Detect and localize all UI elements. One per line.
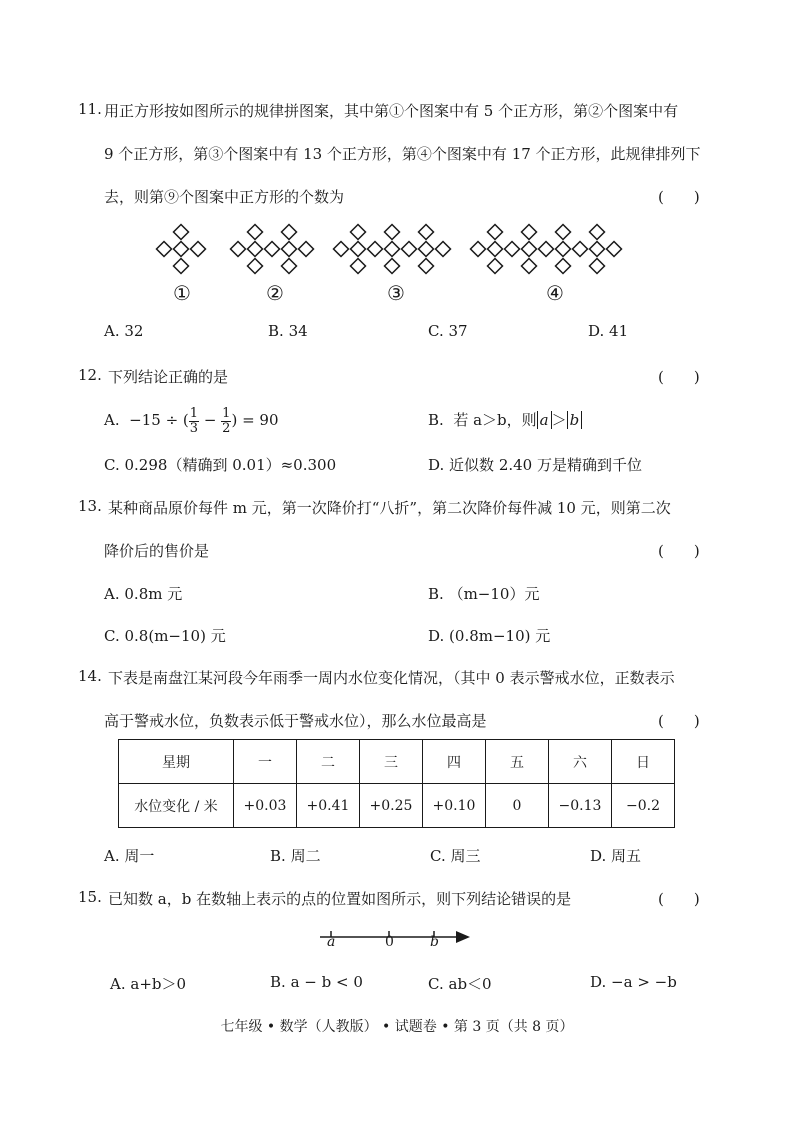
fraction-one-half bbox=[221, 407, 231, 436]
square-shape bbox=[248, 225, 263, 240]
square-shape bbox=[351, 259, 366, 274]
square-shape bbox=[419, 259, 434, 274]
square-shape bbox=[539, 242, 554, 257]
q13-answer-paren: ( ) bbox=[658, 542, 700, 560]
option-letter: D. bbox=[590, 973, 607, 991]
square-shape bbox=[488, 225, 503, 240]
q11-figure-label-1: ① bbox=[173, 281, 191, 305]
fraction-denominator: 2 bbox=[222, 420, 231, 436]
square-shape bbox=[157, 242, 172, 257]
option-letter: C. bbox=[428, 975, 444, 993]
fraction-numerator: 1 bbox=[222, 405, 231, 421]
option-text: −a > −b bbox=[611, 973, 677, 991]
option-letter: A. bbox=[104, 847, 120, 865]
square-shape bbox=[488, 242, 503, 257]
q11-answer-paren: ( ) bbox=[658, 188, 700, 206]
expression-prefix: −15 ÷ ( bbox=[129, 411, 189, 429]
option-text: （m−10）元 bbox=[448, 585, 540, 603]
q14-stem-line2: 高于警戒水位，负数表示低于警戒水位），那么水位最高是 bbox=[104, 712, 487, 730]
q13-stem-line2: 降价后的售价是 bbox=[104, 542, 210, 560]
table-cell: −0.13 bbox=[549, 784, 612, 828]
square-shape bbox=[334, 242, 349, 257]
square-shape bbox=[282, 259, 297, 274]
q13-option-c[interactable] bbox=[104, 625, 226, 646]
expression-suffix: ) = 90 bbox=[231, 411, 279, 429]
option-letter: D. bbox=[428, 456, 445, 474]
q14-answer-paren: ( ) bbox=[658, 712, 700, 730]
minus-sign: − bbox=[199, 411, 222, 429]
option-letter: C. bbox=[104, 627, 120, 645]
table-header-cell: 五 bbox=[486, 740, 549, 784]
option-text: 0.8(m−10) 元 bbox=[124, 627, 226, 645]
option-letter: B. bbox=[270, 847, 286, 865]
table-cell: +0.03 bbox=[234, 784, 297, 828]
option-letter: B. bbox=[428, 411, 444, 429]
square-shape bbox=[385, 259, 400, 274]
option-text: a+b＞0 bbox=[130, 975, 187, 993]
q13-option-d[interactable] bbox=[428, 625, 550, 646]
page-footer: 七年级 • 数学（人教版） • 试题卷 • 第 3 页（共 8 页） bbox=[220, 1019, 574, 1035]
q11-stem-line1: 用正方形按如图所示的规律拼图案，其中第①个图案中有 5 个正方形，第②个图案中有 bbox=[104, 102, 679, 120]
square-shape bbox=[282, 225, 297, 240]
square-shape bbox=[573, 242, 588, 257]
table-header-cell: 日 bbox=[612, 740, 675, 784]
square-shape bbox=[265, 242, 280, 257]
table-cell: 水位变化 / 米 bbox=[119, 784, 234, 828]
q11-figure-label-3: ③ bbox=[387, 281, 405, 305]
option-letter: D. bbox=[590, 847, 607, 865]
square-shape bbox=[191, 242, 206, 257]
q11-number: 11. bbox=[78, 100, 102, 118]
option-letter: A. bbox=[104, 585, 120, 603]
option-text: 近似数 2.40 万是精确到千位 bbox=[449, 456, 642, 474]
arrow-right-icon bbox=[456, 931, 470, 943]
table-cell: 0 bbox=[486, 784, 549, 828]
q13-stem-line1: 某种商品原价每件 m 元，第一次降价打“八折”，第二次降价每件减 10 元，则第二次 bbox=[108, 499, 671, 517]
option-letter: A. bbox=[104, 411, 120, 429]
axis-label-b: b bbox=[430, 934, 439, 950]
square-shape bbox=[174, 225, 189, 240]
option-letter: A. bbox=[110, 975, 126, 993]
option-text: 0.298（精确到 0.01）≈0.300 bbox=[124, 456, 337, 474]
square-shape bbox=[419, 242, 434, 257]
q13-option-b[interactable] bbox=[428, 583, 539, 604]
q12-stem: 下列结论正确的是 bbox=[108, 368, 229, 386]
q12-option-b[interactable] bbox=[428, 409, 582, 430]
square-shape bbox=[248, 259, 263, 274]
option-letter: B. bbox=[270, 973, 286, 991]
q14-option-d[interactable] bbox=[590, 845, 641, 866]
square-shape bbox=[556, 225, 571, 240]
option-letter: A. bbox=[104, 322, 120, 340]
table-header-cell: 四 bbox=[423, 740, 486, 784]
square-shape bbox=[488, 259, 503, 274]
q12-option-c[interactable] bbox=[104, 454, 336, 475]
table-header-cell: 二 bbox=[297, 740, 360, 784]
table-header-row bbox=[119, 740, 675, 784]
q11-option-a[interactable] bbox=[104, 322, 143, 340]
option-letter: B. bbox=[428, 585, 444, 603]
option-letter: C. bbox=[430, 847, 446, 865]
q11-option-b[interactable] bbox=[268, 322, 308, 340]
greater-than-sign: ＞ bbox=[551, 411, 567, 429]
option-text: 0.8m 元 bbox=[124, 585, 183, 603]
square-shape bbox=[385, 242, 400, 257]
square-shape bbox=[590, 259, 605, 274]
q14-option-c[interactable] bbox=[430, 845, 481, 866]
square-shape bbox=[299, 242, 314, 257]
q13-number: 13. bbox=[78, 497, 102, 515]
option-letter: C. bbox=[104, 456, 120, 474]
option-text: a − b < 0 bbox=[290, 973, 363, 991]
option-letter: D. bbox=[428, 627, 445, 645]
q12-number: 12. bbox=[78, 366, 102, 384]
q12-option-a[interactable] bbox=[104, 404, 279, 436]
square-shape bbox=[351, 225, 366, 240]
table-row bbox=[119, 784, 675, 828]
option-text: 34 bbox=[288, 322, 308, 340]
q15-answer-paren: ( ) bbox=[658, 890, 700, 908]
q13-option-a[interactable] bbox=[104, 583, 182, 604]
q15-option-c[interactable] bbox=[428, 973, 492, 994]
q14-option-a[interactable] bbox=[104, 845, 154, 866]
q12-answer-paren: ( ) bbox=[658, 368, 700, 386]
square-shape bbox=[248, 242, 263, 257]
axis-label-zero: 0 bbox=[385, 934, 394, 950]
option-letter: C. bbox=[428, 322, 444, 340]
q15-option-b[interactable] bbox=[270, 973, 363, 991]
option-text: 周三 bbox=[450, 847, 481, 865]
square-shape bbox=[522, 242, 537, 257]
table-header-cell: 一 bbox=[234, 740, 297, 784]
square-shape bbox=[607, 242, 622, 257]
square-shape bbox=[174, 259, 189, 274]
square-shape bbox=[231, 242, 246, 257]
square-shape bbox=[174, 242, 189, 257]
fraction-one-third bbox=[189, 407, 199, 436]
option-text: 周一 bbox=[124, 847, 155, 865]
option-text: 41 bbox=[609, 322, 629, 340]
table-cell: +0.41 bbox=[297, 784, 360, 828]
q15-stem: 已知数 a，b 在数轴上表示的点的位置如图所示，则下列结论错误的是 bbox=[108, 890, 572, 908]
table-cell: −0.2 bbox=[612, 784, 675, 828]
water-level-table bbox=[118, 739, 675, 828]
q12-option-d[interactable] bbox=[428, 454, 642, 475]
q11-figure-label-4: ④ bbox=[546, 281, 564, 305]
q15-number: 15. bbox=[78, 888, 102, 906]
fraction-denominator: 3 bbox=[189, 420, 199, 436]
table-header-cell: 星期 bbox=[119, 740, 234, 784]
table-header-cell: 六 bbox=[549, 740, 612, 784]
option-text: ab＜0 bbox=[448, 975, 492, 993]
square-shape bbox=[556, 242, 571, 257]
option-letter: B. bbox=[268, 322, 284, 340]
square-shape bbox=[385, 225, 400, 240]
q11-option-c[interactable] bbox=[428, 322, 468, 340]
square-shape bbox=[368, 242, 383, 257]
table-cell: +0.10 bbox=[423, 784, 486, 828]
square-shape bbox=[471, 242, 486, 257]
q11-option-d[interactable] bbox=[588, 322, 628, 340]
square-shape bbox=[590, 225, 605, 240]
option-text: 32 bbox=[124, 322, 144, 340]
option-prefix: 若 a＞b，则 bbox=[453, 411, 537, 429]
absolute-value-a: a bbox=[537, 411, 552, 429]
q14-number: 14. bbox=[78, 667, 102, 685]
fraction-numerator: 1 bbox=[189, 405, 199, 421]
number-line-figure bbox=[310, 925, 480, 955]
option-text: 37 bbox=[448, 322, 468, 340]
option-text: 周二 bbox=[290, 847, 321, 865]
q14-stem-line1: 下表是南盘江某河段今年雨季一周内水位变化情况，（其中 0 表示警戒水位，正数表示 bbox=[108, 669, 675, 687]
square-shape bbox=[522, 259, 537, 274]
absolute-value-b: b bbox=[567, 411, 583, 429]
square-shape bbox=[590, 242, 605, 257]
option-letter: D. bbox=[588, 322, 605, 340]
q15-option-a[interactable] bbox=[110, 973, 186, 994]
square-shape bbox=[402, 242, 417, 257]
table-cell: +0.25 bbox=[360, 784, 423, 828]
square-shape bbox=[436, 242, 451, 257]
option-text: 周五 bbox=[611, 847, 642, 865]
q11-figure-label-2: ② bbox=[266, 281, 284, 305]
axis-label-a: a bbox=[327, 934, 336, 950]
square-shape bbox=[351, 242, 366, 257]
q14-option-b[interactable] bbox=[270, 845, 321, 866]
square-shape bbox=[522, 225, 537, 240]
q11-stem-line2: 9 个正方形，第③个图案中有 13 个正方形，第④个图案中有 17 个正方形，此规律排列下 bbox=[104, 145, 701, 163]
q11-stem-line3: 去，则第⑨个图案中正方形的个数为 bbox=[104, 188, 345, 206]
square-shape bbox=[556, 259, 571, 274]
square-shape bbox=[419, 225, 434, 240]
square-shape bbox=[505, 242, 520, 257]
table-header-cell: 三 bbox=[360, 740, 423, 784]
q15-option-d[interactable] bbox=[590, 973, 677, 991]
option-text: (0.8m−10) 元 bbox=[449, 627, 551, 645]
square-shape bbox=[282, 242, 297, 257]
